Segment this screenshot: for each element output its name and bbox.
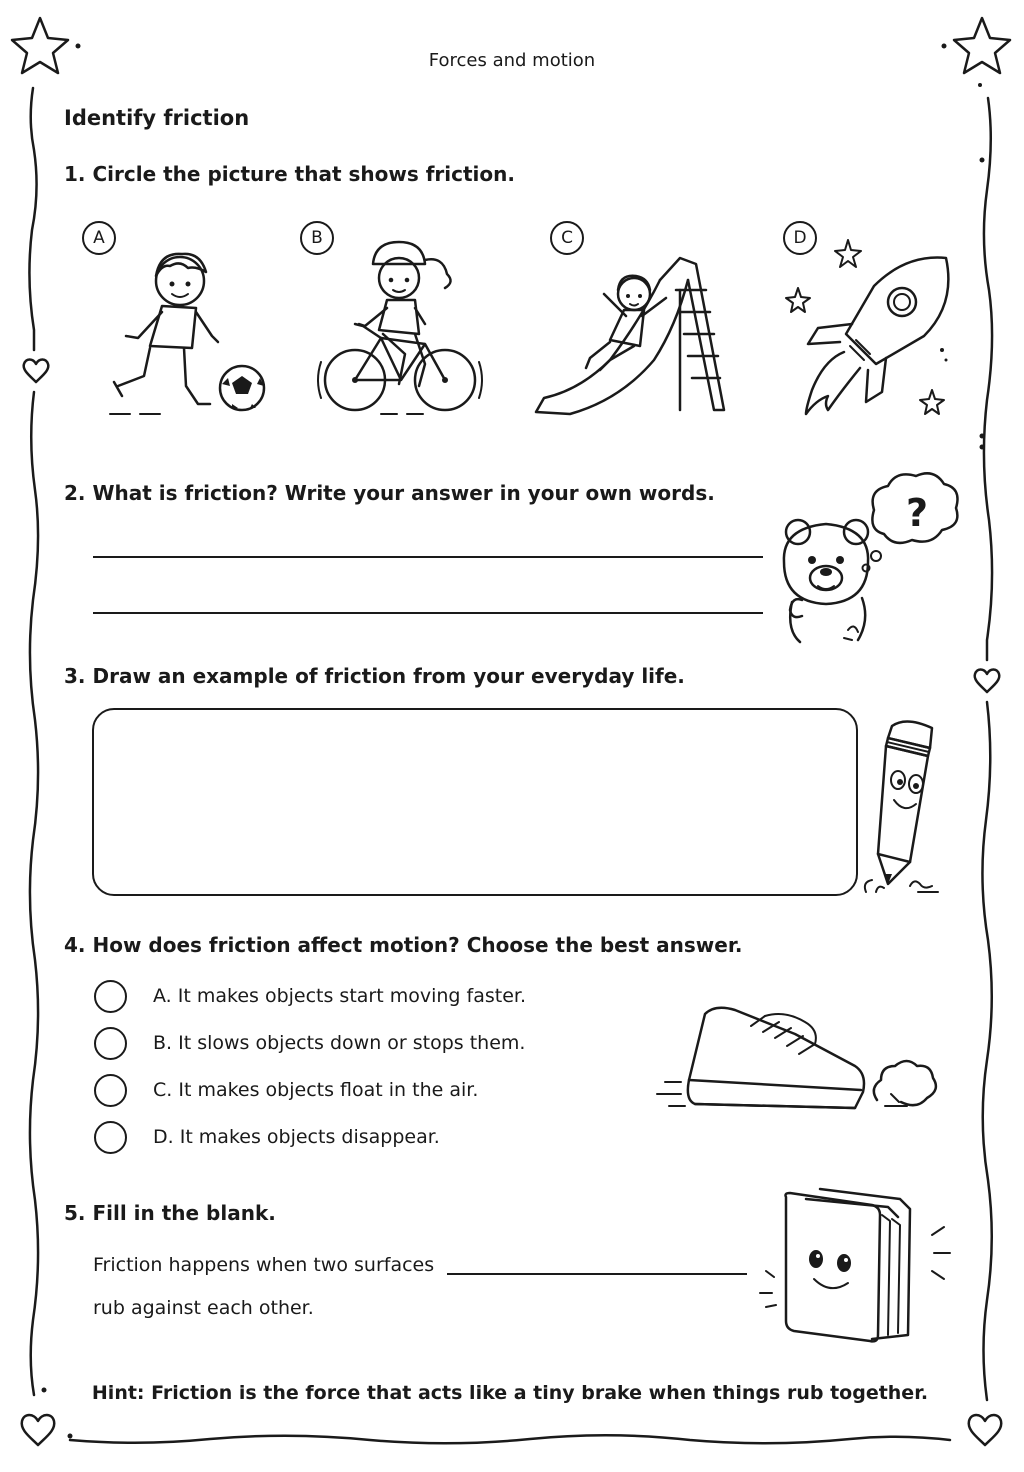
hint-text: Hint: Friction is the force that acts like a tiny brake when things rub together. — [91, 1382, 929, 1404]
answer-c-label[interactable]: C. It makes objects float in the air. — [153, 1079, 479, 1101]
option-d-badge: D — [783, 221, 817, 255]
fill-blank-answer-line[interactable] — [447, 1273, 747, 1275]
sneaker-icon — [655, 1000, 940, 1120]
answer-line-2[interactable] — [93, 612, 763, 614]
answer-b-radio[interactable] — [94, 1027, 127, 1060]
answer-b-label[interactable]: B. It slows objects down or stops them. — [153, 1032, 526, 1054]
option-c-badge: C — [550, 221, 584, 255]
rocket-icon[interactable] — [786, 240, 956, 420]
answer-line-1[interactable] — [93, 556, 763, 558]
fill-blank-sentence-end: rub against each other. — [93, 1297, 314, 1319]
question-5-prompt: 5. Fill in the blank. — [64, 1201, 276, 1225]
section-title: Identify friction — [64, 106, 250, 130]
fill-blank-sentence-start: Friction happens when two surfaces — [93, 1254, 435, 1276]
riding-bike-icon[interactable] — [315, 234, 495, 419]
answer-d-label[interactable]: D. It makes objects disappear. — [153, 1126, 440, 1148]
page-header-title: Forces and motion — [428, 50, 596, 71]
books-icon — [760, 1175, 955, 1345]
answer-a-radio[interactable] — [94, 980, 127, 1013]
question-4-prompt: 4. How does friction affect motion? Choose the best answer. — [64, 933, 743, 957]
option-b-badge: B — [300, 221, 334, 255]
answer-d-radio[interactable] — [94, 1121, 127, 1154]
answer-c-radio[interactable] — [94, 1074, 127, 1107]
answer-a-label[interactable]: A. It makes objects start moving faster. — [153, 985, 526, 1007]
bubble-question-mark: ? — [906, 491, 929, 535]
question-2-prompt: 2. What is friction? Write your answer in your own words. — [64, 481, 715, 505]
question-3-prompt: 3. Draw an example of friction from your everyday life. — [64, 664, 685, 688]
thinking-bear-icon — [772, 470, 962, 655]
option-a-badge: A — [82, 221, 116, 255]
kicking-ball-icon[interactable] — [100, 236, 280, 421]
drawing-area[interactable] — [92, 708, 858, 896]
question-1-prompt: 1. Circle the picture that shows friction. — [64, 162, 515, 186]
slide-icon[interactable] — [530, 250, 730, 420]
pencil-icon — [858, 716, 948, 898]
